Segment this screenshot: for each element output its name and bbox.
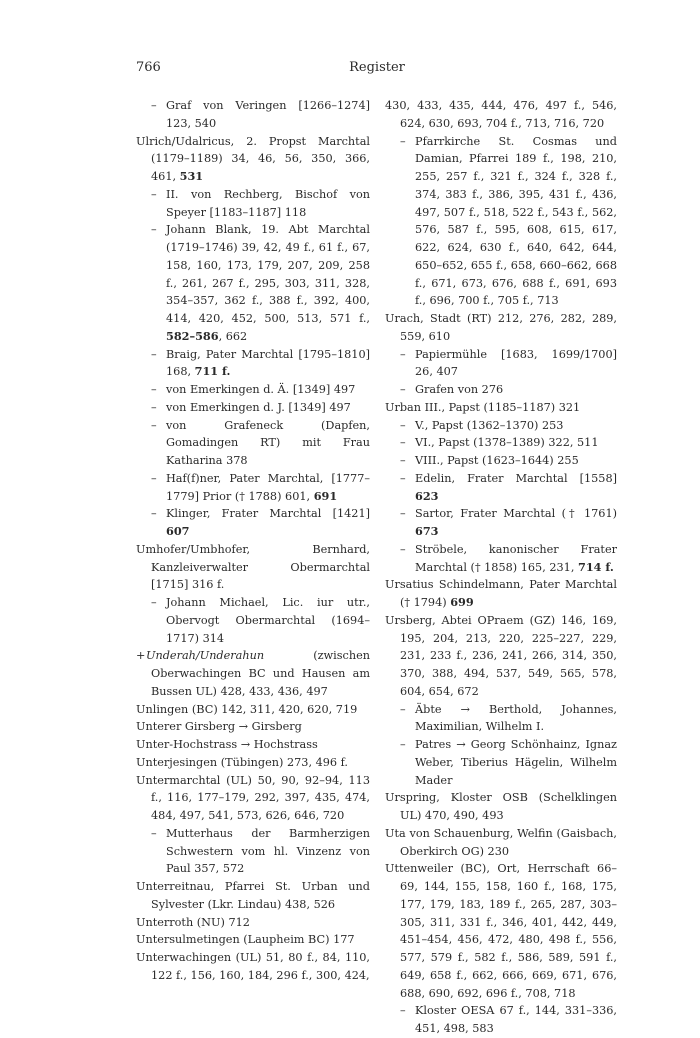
subentry-dash: – <box>151 187 157 201</box>
index-subentry <box>385 736 617 789</box>
index-entry <box>385 789 617 825</box>
subentry-dash: – <box>151 507 157 521</box>
index-subentry <box>385 346 617 382</box>
subentry-dash: – <box>400 507 406 521</box>
index-subentry <box>136 470 370 506</box>
entry-text: Urach, Stadt (RT) 212, 276, 282, 289, 559, 610 <box>385 312 617 343</box>
index-subentry <box>385 452 617 470</box>
index-subentry <box>136 97 370 133</box>
subentry-dash: – <box>151 223 157 237</box>
index-subentry <box>136 417 370 470</box>
subentry-dash: – <box>400 542 406 556</box>
index-subentry <box>136 825 370 878</box>
entry-text: VIII., Papst (1623–1644) 255 <box>415 454 579 467</box>
subentry-dash: – <box>400 471 406 485</box>
entry-text: Unterjesingen (Tübingen) 273, 496 f. <box>136 755 348 769</box>
entry-text: Umhofer/Umbhofer, Bernhard, Kanzleiverwalter Obermarchtal [1715] 316 f. <box>136 542 370 592</box>
index-entry <box>136 949 370 985</box>
entry-text: Äbte → Berthold, Johannes, Maximilian, Wilhelm I. <box>415 702 617 734</box>
index-entry-continuation <box>385 97 617 133</box>
subentry-dash: – <box>400 738 406 751</box>
entry-text: Unter-Hochstrass → Hochstrass <box>136 738 318 751</box>
entry-text: Ursatius Schindelmann, Pater Marchtal († 1794) <box>385 578 617 609</box>
subentry-dash: – <box>400 383 406 396</box>
index-subentry <box>385 505 617 541</box>
index-entry <box>136 736 370 754</box>
index-entry <box>385 576 617 612</box>
entry-text: 691 <box>313 488 338 503</box>
subentry-dash: – <box>151 418 157 432</box>
entry-text: Unterroth (NU) 712 <box>136 915 250 929</box>
running-title: Register <box>349 60 405 75</box>
index-subentry <box>385 417 617 435</box>
entry-text: Braig, Pater Marchtal [1795–1810] 168, <box>166 347 370 379</box>
subentry-dash: – <box>151 400 157 414</box>
subentry-dash: – <box>400 347 406 361</box>
index-subentry <box>136 221 370 345</box>
index-subentry <box>385 701 617 737</box>
entry-text: Johann Michael, Lic. iur utr., Obervogt Obermarchtal (1694–1717) 314 <box>166 596 370 645</box>
index-entry <box>136 541 370 594</box>
subentry-dash: – <box>400 436 406 450</box>
index-entry <box>136 878 370 914</box>
subentry-dash: – <box>151 383 157 396</box>
index-column-right <box>385 97 617 1038</box>
index-subentry <box>136 505 370 541</box>
entry-text: 582–586 <box>166 328 219 343</box>
index-entry <box>136 701 370 719</box>
index-subentry <box>136 594 370 647</box>
subentry-dash: – <box>400 454 406 467</box>
index-entry <box>385 612 617 701</box>
entry-text: 711 f. <box>194 364 231 379</box>
page-number: 766 <box>136 60 161 75</box>
index-column-left <box>136 97 370 985</box>
entry-text: Urban III., Papst (1185–1187) 321 <box>385 400 581 414</box>
entry-text: von Grafeneck (Dapfen, Gomadingen RT) mit Frau Katharina 378 <box>166 418 370 467</box>
entry-text: , 662 <box>218 329 248 343</box>
entry-text: Unlingen (BC) 142, 311, 420, 620, 719 <box>136 702 358 716</box>
entry-text: Untersulmetingen (Laupheim BC) 177 <box>136 933 355 947</box>
entry-text: von Emerkingen d. Ä. [1349] 497 <box>166 383 356 396</box>
entry-text: Graf von Veringen [1266–1274] 123, 540 <box>166 99 370 130</box>
entry-text: 607 <box>166 524 190 538</box>
index-subentry <box>136 186 370 222</box>
entry-text: Unterwachingen (UL) 51, 80 f., 84, 110, 122 f., 156, 160, 184, 296 f., 300, 424, <box>136 951 370 982</box>
index-subentry <box>136 399 370 417</box>
index-subentry <box>385 434 617 452</box>
index-entry <box>136 133 370 186</box>
entry-text: Uttenweiler (BC), Ort, Herrschaft 66–69, 144, 155, 158, 160 f., 168, 175, 177, 179, 183, 189 f., 265, 287, 303–305, 311, 331 f., 346, 401, 442, 449, 451–454, 456, 472, 480, 498 f., 556, 577, 579 f., 582 f., 586, 589, 591 f., 649, 658 f., 662, 666, 669, 671, 676, 688, 690, 692, 696 f., 708, 718 <box>385 862 617 1000</box>
entry-text: Pfarrkirche St. Cosmas und Damian, Pfarrei 189 f., 198, 210, 255, 257 f., 321 f., 324 f., 328 f., 374, 383 f., 386, 395, 431 f., 436, 497, 507 f., 518, 522 f., 543 f., 562, 576, 587 f., 595, 608, 615, 617, 622, 624, 630 f., 640, 642, 644, 650–652, 655 f., 658, 660–662, 668 f., 671, 673, 676, 688 f., 691, 693 f., 696, 700 f., 705 f., 713 <box>415 134 617 308</box>
subentry-dash: – <box>400 418 406 432</box>
index-entry <box>136 647 370 700</box>
entry-text: 430, 433, 435, 444, 476, 497 f., 546, 624, 630, 693, 704 f., 713, 716, 720 <box>385 99 617 130</box>
index-subentry <box>385 1002 617 1038</box>
subentry-dash: – <box>151 826 157 840</box>
entry-text: 673 <box>415 524 439 538</box>
entry-text: Klinger, Frater Marchtal [1421] <box>166 507 370 521</box>
index-entry <box>136 772 370 825</box>
entry-text: Untermarchtal (UL) 50, 90, 92–94, 113 f., 116, 177–179, 292, 397, 435, 474, 484, 497, 541, 573, 626, 646, 720 <box>136 773 370 822</box>
entry-text: 699 <box>450 595 474 609</box>
entry-text: Urspring, Kloster OSB (Schelklingen UL) 470, 490, 493 <box>385 791 617 822</box>
entry-text: Johann Blank, 19. Abt Marchtal (1719–1746) 39, 42, 49 f., 61 f., 67, 158, 160, 173, 179, 207, 209, 258 f., 261, 267 f., 295, 303, 311, 328, 354–357, 362 f., 388 f., 392, 400, 414, 420, 452, 500, 513, 571 f., <box>166 223 370 325</box>
entry-text: Ulrich/Udalricus, 2. Propst Marchtal (1179–1189) 34, 46, 56, 350, 366, 461, <box>136 134 370 183</box>
subentry-dash: – <box>151 99 157 112</box>
entry-text: II. von Rechberg, Bischof von Speyer [1183–1187] 118 <box>166 187 370 219</box>
index-entry <box>385 399 617 417</box>
entry-text: Ströbele, kanonischer Frater Marchtal († 1858) 165, 231, <box>415 542 617 574</box>
index-entry <box>385 825 617 861</box>
entry-text: (zwischen Oberwachingen BC und Hausen am Bussen UL) 428, 433, 436, 497 <box>151 649 370 698</box>
index-entry <box>136 718 370 736</box>
entry-text: Papiermühle [1683, 1699/1700] 26, 407 <box>415 347 617 379</box>
entry-text: Patres → Georg Schönhainz, Ignaz Weber, Tiberius Hägelin, Wilhelm Mader <box>415 738 617 787</box>
index-entry <box>136 931 370 949</box>
index-entry <box>136 914 370 932</box>
entry-text: Unterreitnau, Pfarrei St. Urban und Sylvester (Lkr. Lindau) 438, 526 <box>136 880 370 911</box>
entry-text: Uta von Schauenburg, Welfin (Gaisbach, Oberkirch OG) 230 <box>385 826 617 858</box>
index-entry <box>136 754 370 772</box>
entry-text: Grafen von 276 <box>415 383 504 396</box>
entry-text: Sartor, Frater Marchtal († 1761) <box>415 507 617 521</box>
subentry-dash: – <box>400 134 406 148</box>
index-subentry <box>385 381 617 399</box>
index-subentry <box>136 346 370 382</box>
subentry-dash: – <box>151 347 157 361</box>
entry-text: Haf(f)ner, Pater Marchtal, [1777–1779] Prior († 1788) 601, <box>166 471 370 503</box>
entry-text: Kloster OESA 67 f., 144, 331–336, 451, 498, 583 <box>415 1004 617 1035</box>
index-subentry <box>385 541 617 577</box>
index-subentry <box>385 133 617 311</box>
entry-text: 531 <box>179 169 204 183</box>
entry-text: von Emerkingen d. J. [1349] 497 <box>166 400 351 414</box>
entry-text: Edelin, Frater Marchtal [1558] <box>415 471 617 485</box>
entry-text: V., Papst (1362–1370) 253 <box>415 418 564 432</box>
index-subentry <box>136 381 370 399</box>
lost-place-marker: + <box>136 649 146 663</box>
entry-text: VI., Papst (1378–1389) 322, 511 <box>415 436 599 450</box>
entry-text: 623 <box>415 488 439 503</box>
entry-text: Underah/Underahun <box>146 649 265 663</box>
subentry-dash: – <box>400 702 406 716</box>
index-subentry <box>385 470 617 506</box>
entry-text: 714 f. <box>578 559 614 574</box>
index-entry <box>385 310 617 346</box>
subentry-dash: – <box>400 1004 406 1018</box>
index-entry <box>385 860 617 1002</box>
entry-text: Ursberg, Abtei OPraem (GZ) 146, 169, 195, 204, 213, 220, 225–227, 229, 231, 233 f., 236, 241, 266, 314, 350, 370, 388, 494, 537, 549, 565, 578, 604, 654, 672 <box>385 613 617 698</box>
subentry-dash: – <box>151 596 157 609</box>
page-header <box>136 60 618 82</box>
subentry-dash: – <box>151 471 157 485</box>
entry-text: Unterer Girsberg → Girsberg <box>136 720 302 734</box>
entry-text: Mutterhaus der Barmherzigen Schwestern vom hl. Vinzenz von Paul 357, 572 <box>166 826 370 876</box>
